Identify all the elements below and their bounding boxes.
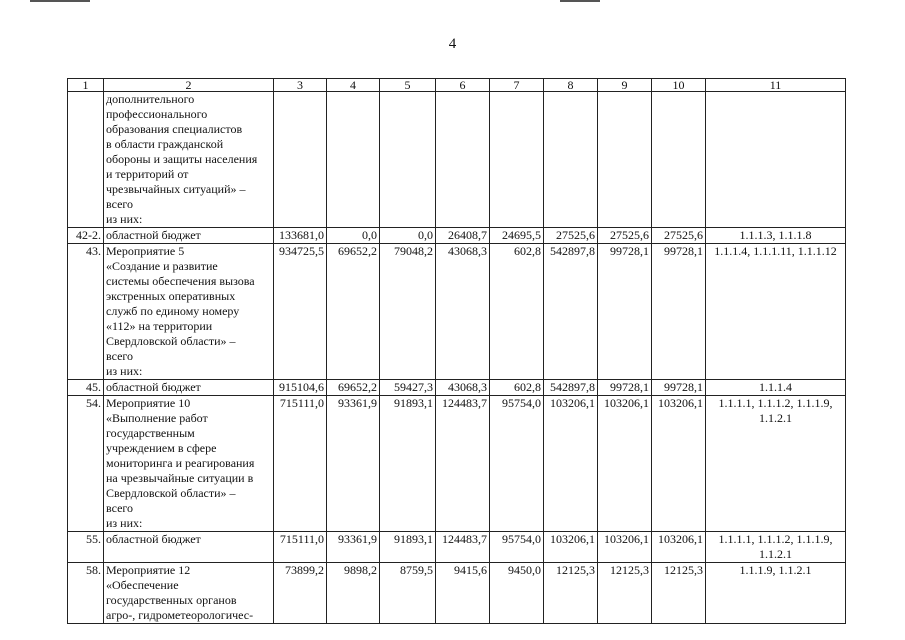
value-cell: 26408,7 (436, 228, 490, 244)
value-cell: 99728,1 (598, 244, 652, 380)
row-name (104, 532, 274, 563)
value-cell: 542897,8 (544, 244, 598, 380)
value-cell: 602,8 (490, 244, 544, 380)
target-code (706, 92, 846, 228)
name-line: всего (106, 197, 134, 211)
value-cell: 542897,8 (544, 380, 598, 396)
value-cell (598, 92, 652, 228)
value-cell: 715111,0 (274, 396, 327, 532)
name-line: областной бюджет (106, 380, 201, 394)
value-cell: 93361,9 (327, 532, 380, 563)
header-cell: 10 (652, 79, 706, 92)
header-cell: 7 (490, 79, 544, 92)
table-row (68, 92, 846, 228)
name-line: дополнительного (106, 92, 195, 106)
value-cell: 95754,0 (490, 396, 544, 532)
name-line: всего (106, 349, 134, 363)
name-line: системы обеспечения вызова (106, 274, 255, 288)
value-cell: 12125,3 (544, 563, 598, 624)
row-number: 45. (68, 380, 104, 396)
name-line: «112» на территории (106, 319, 213, 333)
name-line: служб по единому номеру (106, 304, 240, 318)
name-line: Свердловской области» – (106, 486, 236, 500)
value-cell (652, 92, 706, 228)
value-cell: 915104,6 (274, 380, 327, 396)
page-number: 4 (448, 36, 457, 52)
row-name (104, 244, 274, 380)
value-cell: 99728,1 (652, 380, 706, 396)
value-cell: 24695,5 (490, 228, 544, 244)
name-line: «Выполнение работ (106, 411, 208, 425)
value-cell: 73899,2 (274, 563, 327, 624)
name-line: образования специалистов (106, 122, 243, 136)
row-number: 54. (68, 396, 104, 532)
row-name (104, 92, 274, 228)
table-row (68, 244, 846, 380)
name-line: на чрезвычайные ситуации в (106, 471, 254, 485)
value-cell: 715111,0 (274, 532, 327, 563)
row-number (68, 92, 104, 228)
row-name (104, 563, 274, 624)
value-cell: 93361,9 (327, 396, 380, 532)
value-cell: 27525,6 (652, 228, 706, 244)
value-cell: 103206,1 (544, 532, 598, 563)
table-row (68, 563, 846, 624)
table-row (68, 396, 846, 532)
value-cell: 0,0 (327, 228, 380, 244)
value-cell: 9415,6 (436, 563, 490, 624)
header-cell: 5 (380, 79, 436, 92)
value-cell: 59427,3 (380, 380, 436, 396)
top-rule-left (30, 0, 90, 2)
table-row (68, 228, 846, 244)
value-cell: 12125,3 (652, 563, 706, 624)
value-cell: 934725,5 (274, 244, 327, 380)
value-cell (327, 92, 380, 228)
header-cell: 1 (68, 79, 104, 92)
name-line: Мероприятие 10 (106, 396, 191, 410)
target-code: 1.1.1.1, 1.1.1.2, 1.1.1.9, 1.1.2.1 (706, 532, 846, 563)
name-line: из них: (106, 212, 143, 226)
header-row (68, 79, 846, 92)
name-line: областной бюджет (106, 532, 201, 546)
value-cell (274, 92, 327, 228)
name-line: экстренных оперативных (106, 289, 236, 303)
value-cell: 602,8 (490, 380, 544, 396)
value-cell: 99728,1 (652, 244, 706, 380)
header-cell: 2 (104, 79, 274, 92)
name-line: и территорий от (106, 167, 189, 181)
name-line: учреждением в сфере (106, 441, 217, 455)
budget-table (67, 78, 846, 624)
value-cell: 9450,0 (490, 563, 544, 624)
header-cell: 3 (274, 79, 327, 92)
header-cell: 6 (436, 79, 490, 92)
row-number: 55. (68, 532, 104, 563)
value-cell: 69652,2 (327, 380, 380, 396)
value-cell: 95754,0 (490, 532, 544, 563)
name-line: «Обеспечение (106, 578, 179, 592)
value-cell: 103206,1 (598, 396, 652, 532)
row-number: 58. (68, 563, 104, 624)
top-rule-right (560, 0, 600, 2)
target-code: 1.1.1.4 (706, 380, 846, 396)
value-cell: 103206,1 (598, 532, 652, 563)
value-cell (490, 92, 544, 228)
value-cell: 103206,1 (652, 396, 706, 532)
target-code: 1.1.1.1, 1.1.1.2, 1.1.1.9, 1.1.2.1 (706, 396, 846, 532)
value-cell: 124483,7 (436, 396, 490, 532)
value-cell: 27525,6 (544, 228, 598, 244)
header-cell: 11 (706, 79, 846, 92)
value-cell: 124483,7 (436, 532, 490, 563)
value-cell: 133681,0 (274, 228, 327, 244)
row-name (104, 396, 274, 532)
name-line: «Создание и развитие (106, 259, 218, 273)
name-line: в области гражданской (106, 137, 224, 151)
name-line: профессионального (106, 107, 208, 121)
name-line: государственным (106, 426, 195, 440)
value-cell: 8759,5 (380, 563, 436, 624)
name-line: всего (106, 501, 134, 515)
row-name (104, 380, 274, 396)
value-cell: 12125,3 (598, 563, 652, 624)
value-cell: 43068,3 (436, 380, 490, 396)
value-cell: 0,0 (380, 228, 436, 244)
name-line: агро-, гидрометеорологичес- (106, 608, 254, 622)
table-row (68, 380, 846, 396)
value-cell: 9898,2 (327, 563, 380, 624)
value-cell: 103206,1 (652, 532, 706, 563)
row-number: 42-2. (68, 228, 104, 244)
value-cell: 27525,6 (598, 228, 652, 244)
header-cell: 9 (598, 79, 652, 92)
name-line: из них: (106, 516, 143, 530)
name-line: из них: (106, 364, 143, 378)
row-number: 43. (68, 244, 104, 380)
header-cell: 4 (327, 79, 380, 92)
target-code: 1.1.1.4, 1.1.1.11, 1.1.1.12 (706, 244, 846, 380)
name-line: мониторинга и реагирования (106, 456, 255, 470)
target-code: 1.1.1.9, 1.1.2.1 (706, 563, 846, 624)
target-code: 1.1.1.3, 1.1.1.8 (706, 228, 846, 244)
name-line: государственных органов (106, 593, 237, 607)
value-cell: 43068,3 (436, 244, 490, 380)
value-cell: 91893,1 (380, 396, 436, 532)
value-cell: 103206,1 (544, 396, 598, 532)
name-line: обороны и защиты населения (106, 152, 258, 166)
name-line: Свердловской области» – (106, 334, 236, 348)
name-line: Мероприятие 12 (106, 563, 191, 577)
name-line: чрезвычайных ситуаций» – (106, 182, 246, 196)
value-cell: 99728,1 (598, 380, 652, 396)
value-cell (380, 92, 436, 228)
table-row (68, 532, 846, 563)
name-line: областной бюджет (106, 228, 201, 242)
value-cell (544, 92, 598, 228)
value-cell: 91893,1 (380, 532, 436, 563)
header-cell: 8 (544, 79, 598, 92)
row-name (104, 228, 274, 244)
name-line: Мероприятие 5 (106, 244, 185, 258)
value-cell: 69652,2 (327, 244, 380, 380)
value-cell (436, 92, 490, 228)
value-cell: 79048,2 (380, 244, 436, 380)
